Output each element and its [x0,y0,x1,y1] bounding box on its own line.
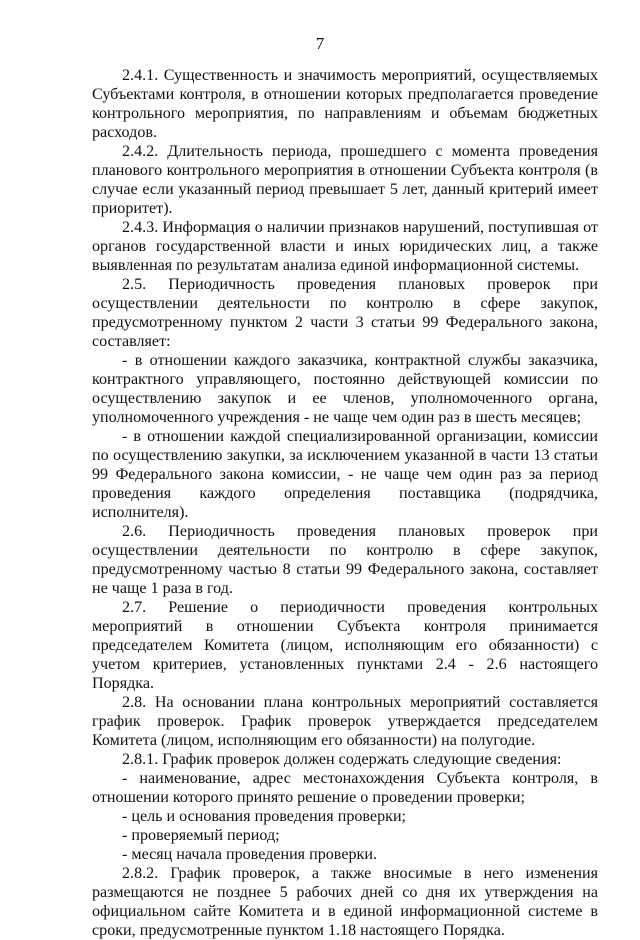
list-item-period: - проверяемый период; [122,827,280,844]
paragraph-2-8-1: 2.8.1. График проверок должен содержать следующие сведения: [122,751,562,768]
list-item-name-address: - наименование, адрес местонахождения Субъекта контроля, в отношении которого принято решение о проведении проверки; [92,770,598,806]
paragraph-2-8-2: 2.8.2. График проверок, а также вносимые в него изменения размещаются не позднее 5 рабочих дней со дня их утверждения на официальном сайте Комитета и в единой информационной системе в сроки, предусмотренные пунктом 1.18 настоящего Порядка. [92,865,598,939]
paragraph-2-6: 2.6. Периодичность проведения плановых проверок при осуществлении деятельности по контролю в сфере закупок, предусмотренному частью 8 статьи 99 Федерального закона, составляет не чаще 1 раза в год. [92,523,598,597]
list-item-customers: - в отношении каждого заказчика, контрактной службы заказчика, контрактного управляющего, постоянно действующей комиссии по осуществлению закупок и ее членов, уполномоченного органа, уполномоченного учреждения - не чаще чем один раз в шесть месяцев; [92,352,598,426]
document-body [92,66,598,940]
list-item-start-month: - месяц начала проведения проверки. [122,846,377,863]
paragraph-2-5: 2.5. Периодичность проведения плановых проверок при осуществлении деятельности по контролю в сфере закупок, предусмотренному пунктом 2 части 3 статьи 99 Федерального закона, составляет: [92,276,598,350]
paragraph-2-4-3: 2.4.3. Информация о наличии признаков нарушений, поступившая от органов государственной власти и иных юридических лиц, а также выявленная по результатам анализа единой информационной системы. [92,219,598,274]
list-item-specialized-organizations: - в отношении каждой специализированной организации, комиссии по осуществлению закупки, за исключением указанной в части 13 статьи 99 Федерального закона комиссии, - не чаще чем один раз за период проведения каждого определения поставщика (подрядчика, исполнителя). [92,428,598,521]
list-item-purpose: - цель и основания проведения проверки; [122,808,407,825]
page-number: 7 [315,34,325,53]
paragraph-2-7: 2.7. Решение о периодичности проведения контрольных мероприятий в отношении Субъекта контроля принимается председателем Комитета (лицом, исполняющим его обязанности) с учетом критериев, установленных пунктами 2.4 - 2.6 настоящего Порядка. [92,599,598,692]
paragraph-2-8: 2.8. На основании плана контрольных мероприятий составляется график проверок. График проверок утверждается председателем Комитета (лицом, исполняющим его обязанности) на полугодие. [92,694,598,749]
paragraph-2-4-1: 2.4.1. Существенность и значимость мероприятий, осуществляемых Субъектами контроля, в отношении которых предполагается проведение контрольного мероприятия, по направлениям и объемам бюджетных расходов. [92,67,598,141]
paragraph-2-4-2: 2.4.2. Длительность периода, прошедшего с момента проведения планового контрольного мероприятия в отношении Субъекта контроля (в случае если указанный период превышает 5 лет, данный критерий имеет приоритет). [92,143,598,217]
